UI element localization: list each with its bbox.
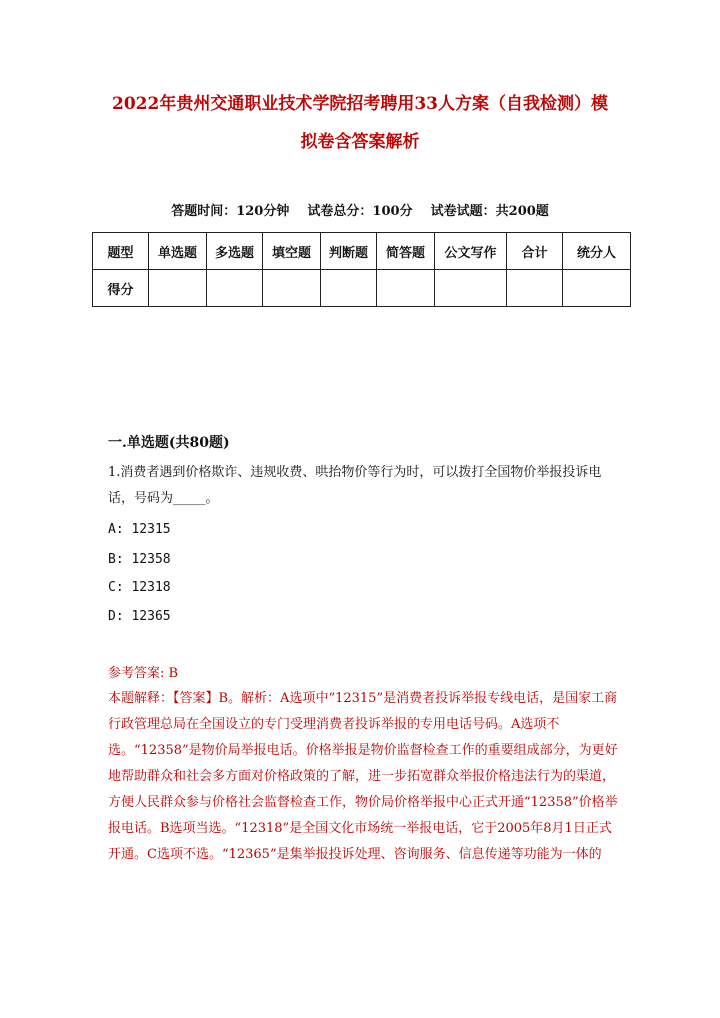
score-cell [435, 270, 507, 307]
doc-title-line2: 拟卷含答案解析 [300, 132, 420, 152]
header-cell: 简答题 [377, 233, 435, 270]
header-cell: 判断题 [321, 233, 377, 270]
score-cell [563, 270, 631, 307]
reference-answer: 参考答案: B [108, 666, 179, 681]
header-cell: 统分人 [563, 233, 631, 270]
option-a: A: 12315 [108, 522, 171, 537]
header-cell: 多选题 [207, 233, 263, 270]
score-value-row [93, 270, 631, 307]
option-d: D: 12365 [108, 609, 171, 624]
answer-analysis: 本题解释：【答案】B。解析：A选项中“12315”是消费者投诉举报专线电话，是国家工商行政管理总局在全国设立的专门受理消费者投诉举报的专用电话号码。A选项不选。“12358”是物价局举报电话。价格举报是物价监督检查工作的重要组成部分，为更好地帮助群众和社会多方面对价格政策的了解，进一步拓宽群众举报价格违法行为的渠道，方便人民群众参与价格社会监督检查工作，物价局价格举报中心正式开通“12358”价格举报电话。B选项当选。“12318”是全国文化市场统一举报电话，它于2005年8月1日正式开通。C选项不选。“12365”是集举报投诉处理、咨询服务、信息传递等功能为一体的 [108, 691, 618, 862]
score-header-row [93, 233, 631, 270]
score-cell [149, 270, 207, 307]
section-heading: 一.单选题(共80题) [108, 435, 230, 451]
exam-meta: 答题时间：120分钟 试卷总分：100分 试卷试题：共200题 [171, 204, 549, 219]
option-c: C: 12318 [108, 580, 171, 595]
score-cell [321, 270, 377, 307]
question-text: 1.消费者遇到价格欺诈、违规收费、哄抬物价等行为时，可以拨打全国物价举报投诉电话，号码为_____。 [108, 465, 602, 506]
header-cell: 填空题 [263, 233, 321, 270]
score-cell [377, 270, 435, 307]
header-cell: 合计 [507, 233, 563, 270]
header-cell: 公文写作 [435, 233, 507, 270]
score-table [92, 232, 631, 307]
score-cell [507, 270, 563, 307]
header-cell: 题型 [93, 233, 149, 270]
score-cell [263, 270, 321, 307]
header-cell: 单选题 [149, 233, 207, 270]
row-label-cell: 得分 [93, 270, 149, 307]
option-b: B: 12358 [108, 552, 171, 567]
score-cell [207, 270, 263, 307]
doc-title-line1: 2022年贵州交通职业技术学院招考聘用33人方案（自我检测）模 [112, 94, 608, 114]
